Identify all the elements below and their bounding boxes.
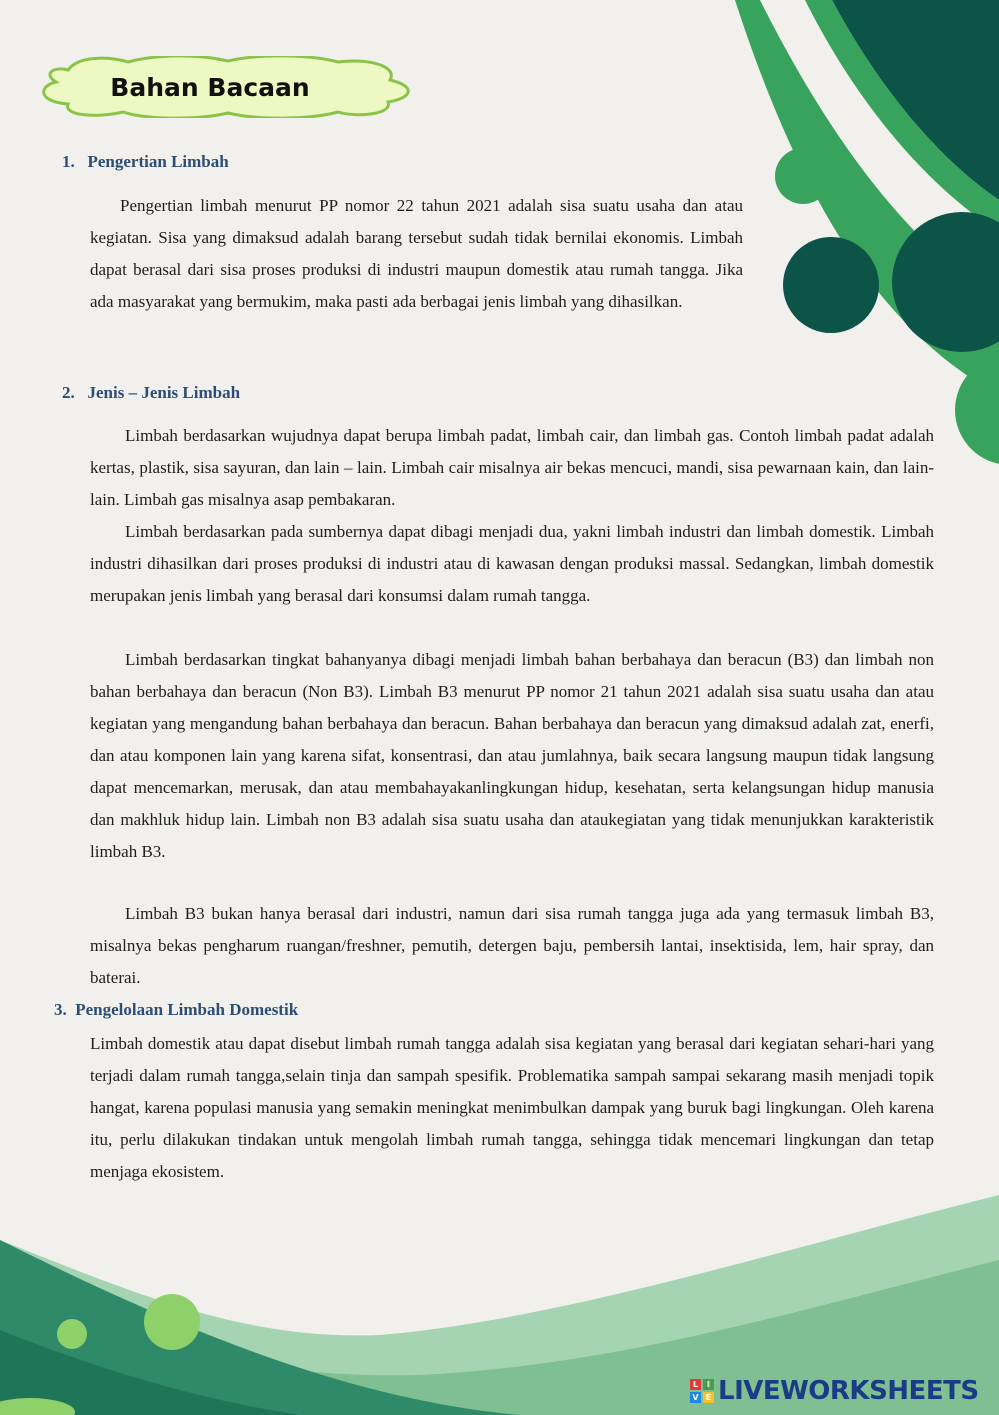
section-1-paragraph-1: Pengertian limbah menurut PP nomor 22 tahun 2021 adalah sisa suatu usaha dan atau kegiatan. Sisa yang dimaksud adalah barang tersebut sudah tidak bernilai ekonomis. Limbah dapat berasal dari sisa proses produksi di industri maupun domestik atau rumah tangga. Jika ada masyarakat yang bermukim, maka pasti ada berbagai jenis limbah yang dihasilkan.	[90, 196, 743, 311]
title-badge	[38, 56, 414, 118]
section-3-paragraph-1: Limbah domestik atau dapat disebut limbah rumah tangga adalah sisa kegiatan yang berasal dari kegiatan sehari-hari yang terjadi dalam rumah tangga,selain tinja dan sampah spesifik. Problematika sampah sampai sekarang masih menjadi topik hangat, karena populasi manusia yang semakin meningkat menimbulkan dampak yang buruk bagi lingkungan. Oleh karena itu, perlu dilakukan tindakan untuk mengolah limbah rumah tangga, sehingga tidak mencemari lingkungan dan tetap menjaga ekosistem.	[90, 1034, 934, 1181]
logo-letter-v: V	[690, 1392, 701, 1403]
section-2-number: 2.	[62, 383, 75, 402]
section-2-paragraph-4: Limbah B3 bukan hanya berasal dari industri, namun dari sisa rumah tangga juga ada yang termasuk limbah B3, misalnya bekas pengharum ruangan/freshner, pemutih, detergen baju, pembersih lantai, insektisida, lem, hair spray, dan baterai.	[90, 904, 934, 987]
page-title: Bahan Bacaan	[110, 72, 310, 102]
section-1-number: 1.	[62, 152, 75, 171]
section-2-paragraph-1: Limbah berdasarkan wujudnya dapat berupa limbah padat, limbah cair, dan limbah gas. Contoh limbah padat adalah kertas, plastik, sisa sayuran, dan lain – lain. Limbah cair misalnya air bekas mencuci, mandi, sisa pewarnaan kain, dan lain-lain. Limbah gas misalnya asap pembakaran.	[90, 426, 934, 509]
logo-letter-e: E	[703, 1392, 714, 1403]
section-2-paragraph-2: Limbah berdasarkan pada sumbernya dapat dibagi menjadi dua, yakni limbah industri dan limbah domestik. Limbah industri dihasilkan dari proses produksi di industri atau di kawasan dengan produksi massal. Sedangkan, limbah domestik merupakan jenis limbah yang berasal dari konsumsi dalam rumah tangga.	[90, 522, 934, 605]
logo-letter-l: L	[690, 1379, 701, 1390]
section-3-heading	[54, 1000, 298, 1020]
logo-letter-i: I	[703, 1379, 714, 1390]
section-2-paragraph-3: Limbah berdasarkan tingkat bahanyanya dibagi menjadi limbah bahan berbahaya dan beracun (B3) dan limbah non bahan berbahaya dan beracun (Non B3). Limbah B3 menurut PP nomor 21 tahun 2021 adalah sisa suatu usaha dan atau kegiatan yang mengandung bahan berbahaya dan beracun. Bahan berbahaya dan beracun yang dimaksud adalah zat, enerfi, dan atau komponen lain yang karena sifat, konsentrasi, dan atau jumlahnya, baik secara langsung maupun tidak langsung dapat mencemarkan, merusak, dan atau membahayakanlingkungan hidup, kesehatan, serta kelangsungan hidup manusia dan makhluk hidup lain. Limbah non B3 adalah sisa suatu usaha dan ataukegiatan yang tidak menunjukkan karakteristik limbah B3.	[90, 650, 934, 861]
section-1-heading	[62, 152, 229, 172]
watermark-text: LIVEWORKSHEETS	[718, 1376, 979, 1406]
section-3-number: 3.	[54, 1000, 67, 1019]
section-3-title: Pengelolaan Limbah Domestik	[75, 1000, 299, 1019]
section-2-heading	[62, 383, 240, 403]
section-1-title: Pengertian Limbah	[87, 152, 229, 171]
section-2-title: Jenis – Jenis Limbah	[87, 383, 241, 402]
liveworksheets-watermark	[690, 1376, 979, 1406]
liveworksheets-logo-icon	[690, 1379, 714, 1403]
